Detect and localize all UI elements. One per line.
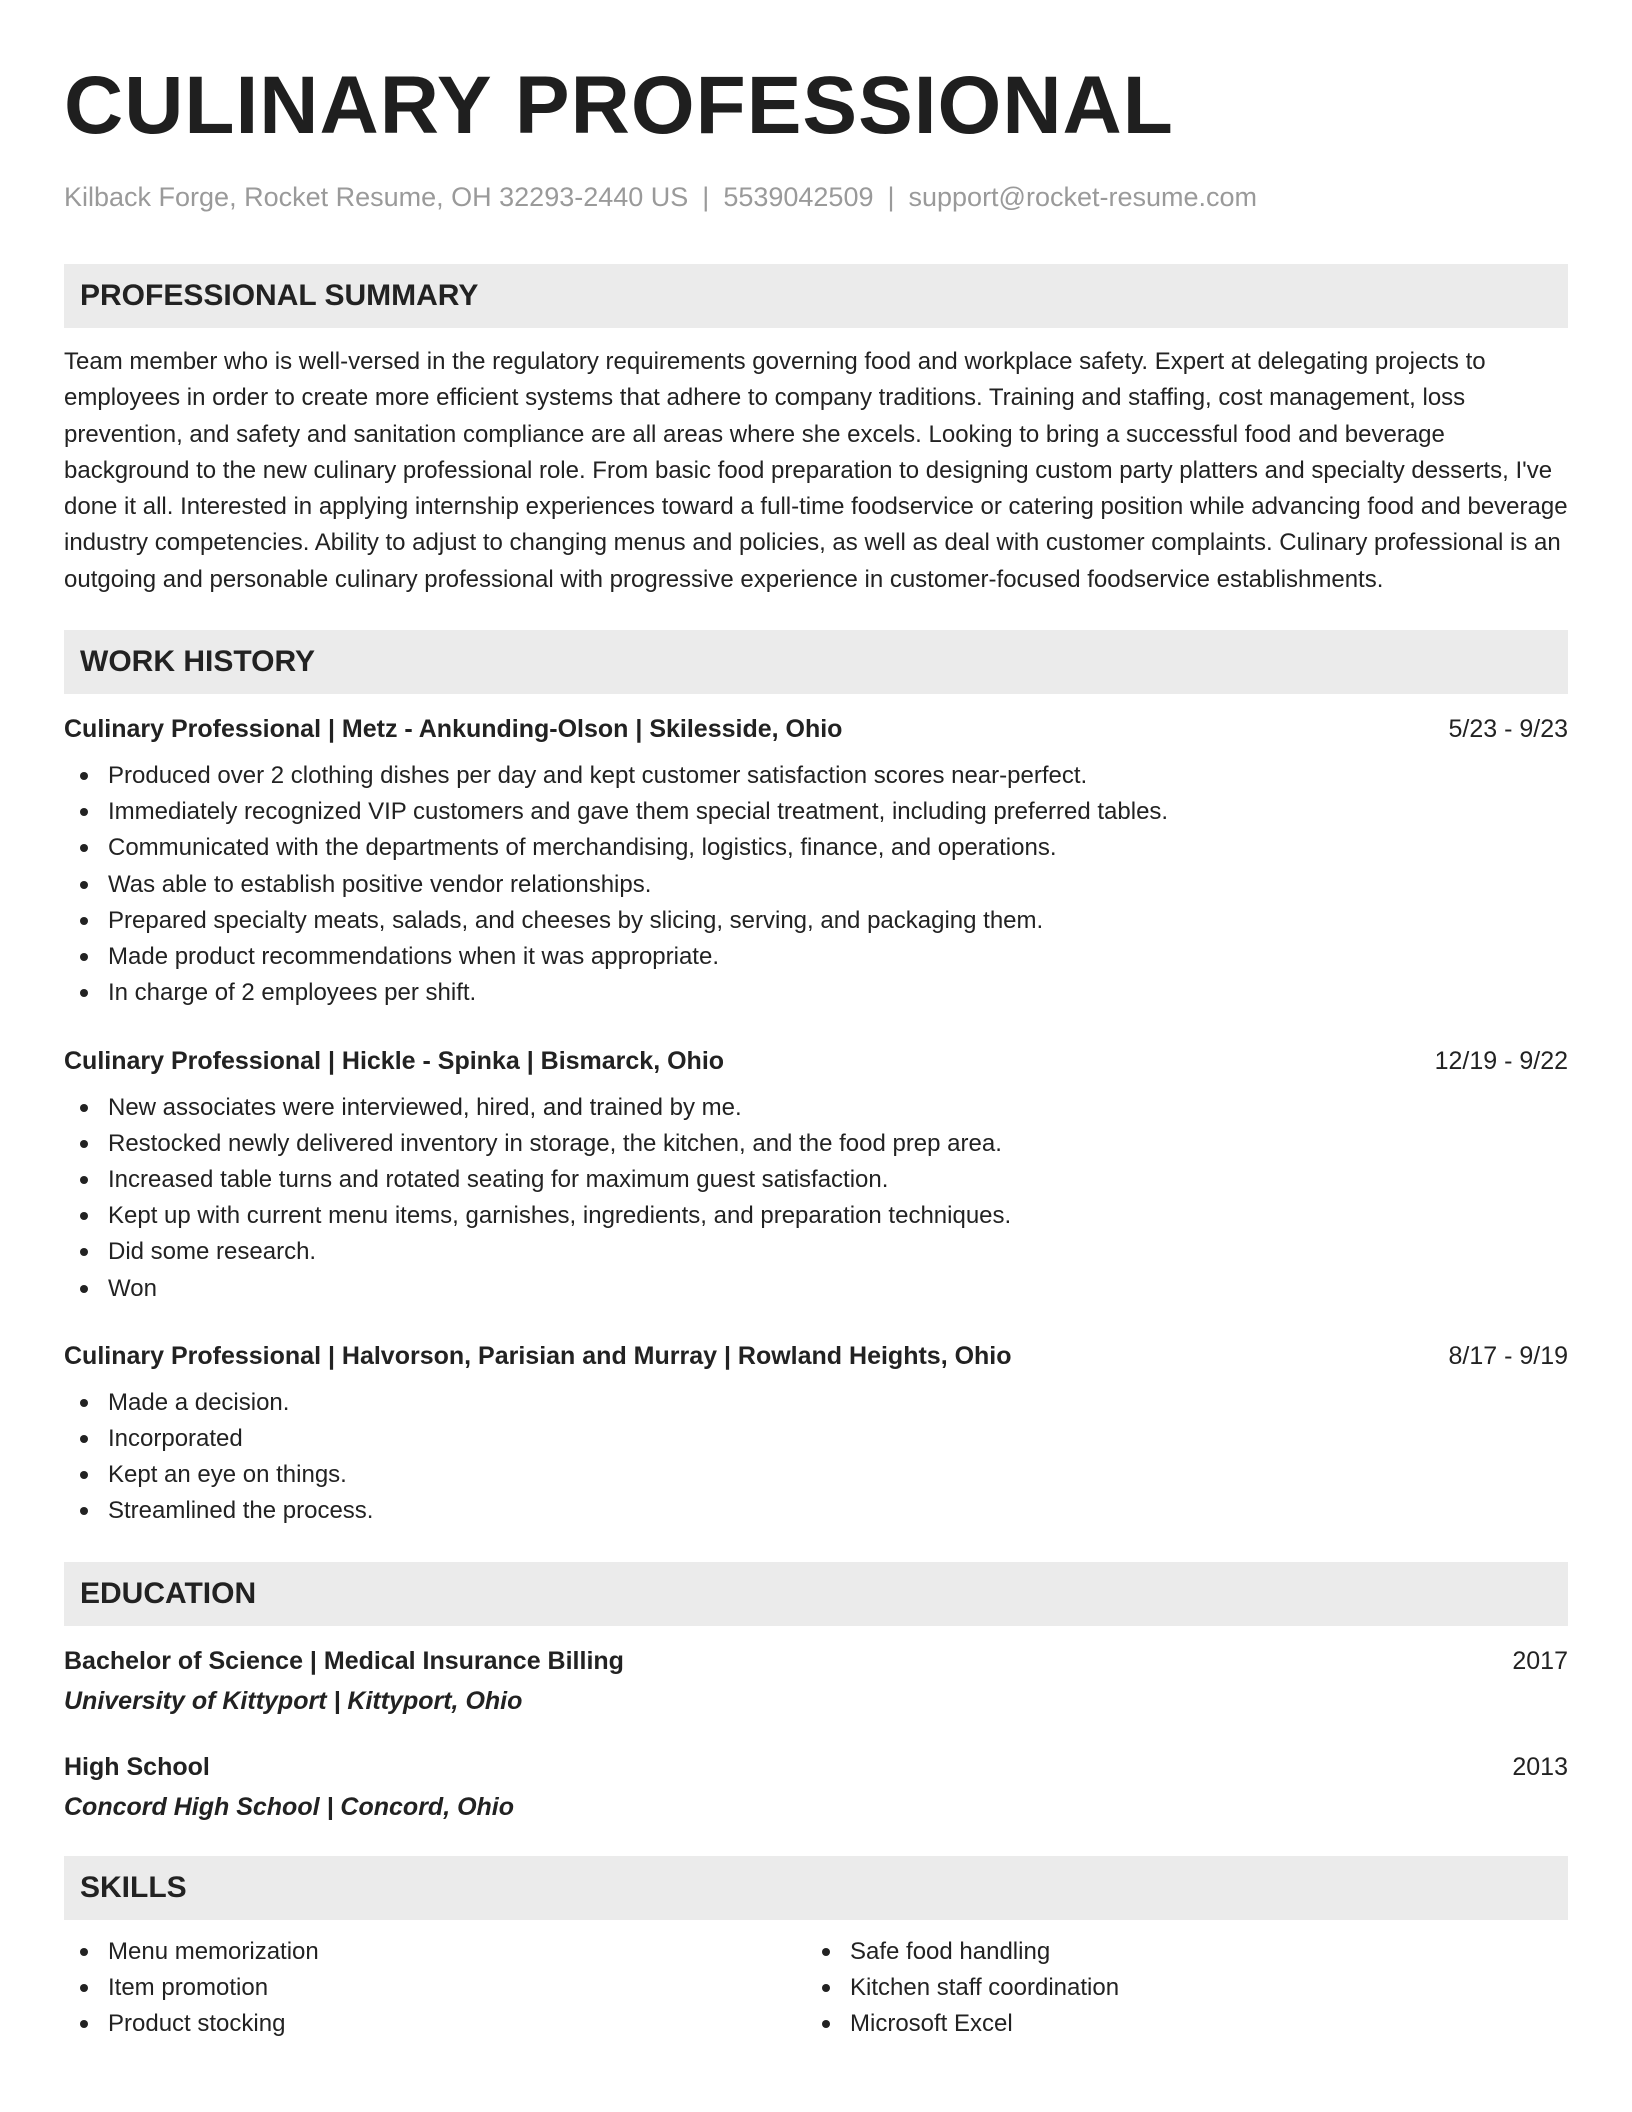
education-header — [64, 1750, 1568, 1784]
skills-column-right — [806, 1934, 1548, 2043]
job-bullet: Incorporated — [64, 1421, 1568, 1457]
section-heading-education: EDUCATION — [64, 1562, 1568, 1626]
summary-text: Team member who is well-versed in the regulatory requirements governing food and workplace safety. Expert at delegating projects to employees in order to create more efficient systems that adhere to company traditions. Training and staffing, cost management, loss prevention, and safety and sanitation compliance are all areas where she excels. Looking to bring a successful food and beverage background to the new culinary professional role. From basic food preparation to designing custom party platters and specialty desserts, I've done it all. Interested in applying internship experiences toward a full-time foodservice or catering position while advancing food and beverage industry competencies. Ability to adjust to changing menus and policies, as well as deal with customer complaints. Culinary professional is an outgoing and personable culinary professional with progressive experience in customer-focused foodservice establishments. — [64, 348, 1568, 593]
contact-line — [64, 180, 1568, 214]
education-year: 2013 — [1512, 1752, 1568, 1781]
job-bullet: Kept an eye on things. — [64, 1457, 1568, 1493]
job-entry — [64, 712, 1568, 1011]
education-school: Concord High School | Concord, Ohio — [64, 1792, 515, 1821]
education-degree: Bachelor of Science | Medical Insurance Billing — [64, 1646, 624, 1675]
job-bullet: Did some research. — [64, 1234, 1568, 1270]
job-header — [64, 712, 1568, 746]
job-dates: 5/23 - 9/23 — [1448, 715, 1568, 744]
education-school: University of Kittyport | Kittyport, Ohio — [64, 1686, 523, 1715]
section-heading-summary: PROFESSIONAL SUMMARY — [64, 264, 1568, 328]
contact-separator: | — [702, 182, 710, 212]
job-bullet: Immediately recognized VIP customers and gave them special treatment, including preferred tables. — [64, 794, 1568, 830]
job-bullet: Made product recommendations when it was appropriate. — [64, 939, 1568, 975]
skill-item: Product stocking — [64, 2006, 806, 2042]
skill-item: Microsoft Excel — [806, 2006, 1548, 2042]
section-heading-work-history: WORK HISTORY — [64, 630, 1568, 694]
job-bullet: Restocked newly delivered inventory in storage, the kitchen, and the food prep area. — [64, 1126, 1568, 1162]
job-bullet: Communicated with the departments of merchandising, logistics, finance, and operations. — [64, 830, 1568, 866]
contact-phone: 5539042509 — [723, 182, 874, 212]
skill-item: Kitchen staff coordination — [806, 1970, 1548, 2006]
job-bullet: In charge of 2 employees per shift. — [64, 975, 1568, 1011]
job-bullet: Prepared specialty meats, salads, and cheeses by slicing, serving, and packaging them. — [64, 903, 1568, 939]
contact-email: support@rocket-resume.com — [908, 182, 1258, 212]
job-dates: 8/17 - 9/19 — [1448, 1341, 1568, 1370]
job-bullet: New associates were interviewed, hired, and trained by me. — [64, 1090, 1568, 1126]
job-bullets — [64, 1090, 1568, 1307]
education-entry — [64, 1750, 1568, 1824]
skills-list — [64, 1934, 1568, 2043]
section-heading-skills: SKILLS — [64, 1856, 1568, 1920]
contact-address: Kilback Forge, Rocket Resume, OH 32293-2440 US — [64, 182, 689, 212]
job-bullet: Made a decision. — [64, 1385, 1568, 1421]
candidate-name: CULINARY PROFESSIONAL — [64, 60, 1174, 151]
job-bullet: Streamlined the process. — [64, 1493, 1568, 1529]
job-bullet: Produced over 2 clothing dishes per day and kept customer satisfaction scores near-perfect. — [64, 758, 1568, 794]
contact-separator: | — [887, 182, 895, 212]
job-bullets — [64, 758, 1568, 1011]
education-entry — [64, 1644, 1568, 1718]
job-entry — [64, 1339, 1568, 1530]
skill-item: Item promotion — [64, 1970, 806, 2006]
job-header — [64, 1044, 1568, 1078]
job-bullet: Kept up with current menu items, garnishes, ingredients, and preparation techniques. — [64, 1198, 1568, 1234]
job-entry — [64, 1044, 1568, 1307]
education-header — [64, 1644, 1568, 1678]
job-title: Culinary Professional | Halvorson, Parisian and Murray | Rowland Heights, Ohio — [64, 1341, 1012, 1370]
job-title: Culinary Professional | Metz - Ankunding-Olson | Skilesside, Ohio — [64, 715, 843, 744]
skill-item: Safe food handling — [806, 1934, 1548, 1970]
job-title: Culinary Professional | Hickle - Spinka | Bismarck, Ohio — [64, 1046, 725, 1075]
job-header — [64, 1339, 1568, 1373]
job-bullet: Was able to establish positive vendor relationships. — [64, 867, 1568, 903]
skill-item: Menu memorization — [64, 1934, 806, 1970]
job-dates: 12/19 - 9/22 — [1434, 1046, 1568, 1075]
job-bullets — [64, 1385, 1568, 1530]
job-bullet: Won — [64, 1271, 1568, 1307]
job-bullet: Increased table turns and rotated seating for maximum guest satisfaction. — [64, 1162, 1568, 1198]
education-year: 2017 — [1512, 1646, 1568, 1675]
skills-column-left — [64, 1934, 806, 2043]
education-degree: High School — [64, 1752, 210, 1781]
